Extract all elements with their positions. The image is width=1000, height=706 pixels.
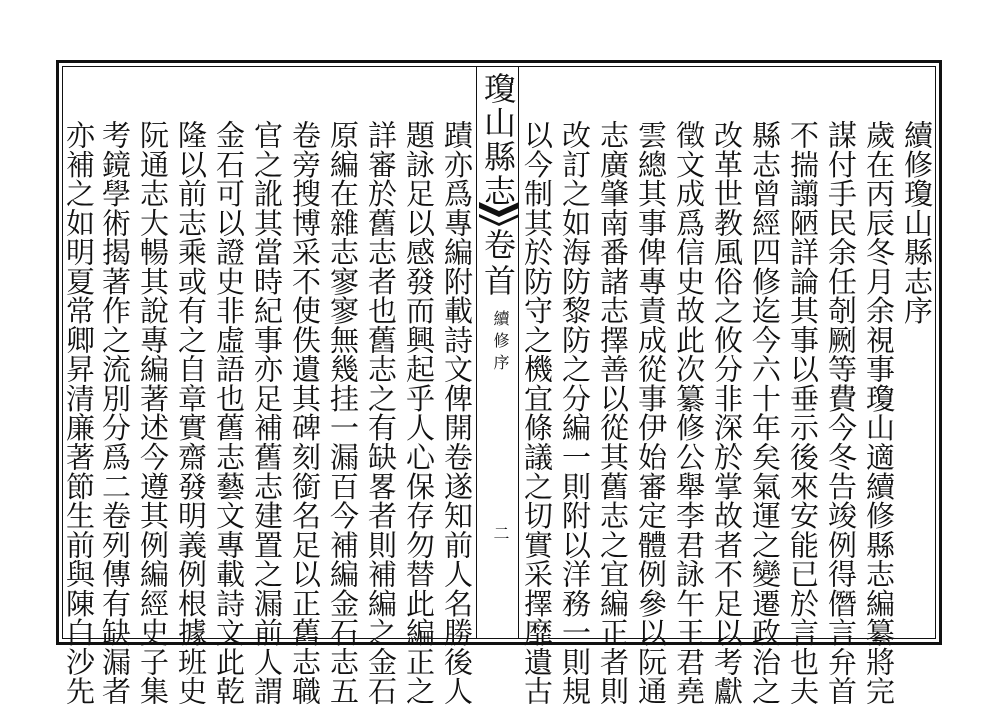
- text-column: 雲總其事俾專責成從事伊始審定體例參以阮通: [634, 120, 668, 706]
- text-column: 亦補之如明夏常卿昇清廉著節生前與陳白沙先: [62, 120, 96, 706]
- text-column: 蹟亦爲專編附載詩文俾開卷遂知前人名勝後人: [440, 120, 474, 706]
- text-column: 徵文成爲信史故此次纂修公舉李君詠午王君堯: [672, 120, 706, 706]
- text-column: 卷旁搜博采不使佚遺其碑刻銜名足以正舊志職: [288, 120, 322, 706]
- text-column: 金石可以證史非虛語也舊志藝文專載詩文此乾: [212, 120, 246, 706]
- text-column: 改革世教風俗之攸分非深於掌故者不足以考獻: [710, 120, 744, 706]
- spine-left-rule: [476, 66, 477, 639]
- text-column: 原編在雜志寥寥無幾挂一漏百今補編金石志五: [326, 120, 360, 706]
- spine-page-number: 二: [491, 525, 510, 541]
- spine-right-rule: [518, 66, 519, 639]
- text-column: 志廣肇南番諸志擇善以從其舊志之宜編正者則: [596, 120, 630, 706]
- text-column: 官之訛其當時紀事亦足補舊志建置之漏前人謂: [250, 120, 284, 706]
- fishtail-mark-icon: [479, 202, 519, 226]
- text-column: 題詠足以感發而興起乎人心保存勿替此編正之: [402, 120, 436, 706]
- text-column: 續修瓊山縣志序: [900, 120, 934, 325]
- spine-title: 瓊山縣志: [479, 72, 517, 208]
- text-column: 阮通志大暢其說專編著述今遵其例編經史子集: [136, 120, 170, 706]
- spine-volume-label: 卷首: [479, 228, 517, 300]
- text-column: 謀付手民余任剞劂等費今冬告竣例得僭言弁首: [824, 120, 858, 706]
- text-column: 以今制其於防守之機宜條議之切實采擇靡遺古: [520, 120, 554, 706]
- spine-section-label: 續修序: [491, 310, 510, 376]
- text-column: 考鏡學術揭著作之流別分爲二卷列傳有缺漏者: [98, 120, 132, 706]
- text-column: 改訂之如海防黎防之分編一則附以洋務一則規: [558, 120, 592, 706]
- text-column: 詳審於舊志者也舊志之有缺畧者則補編之金石: [364, 120, 398, 706]
- text-column: 不揣譾陋詳論其事以垂示後來安能已於言也夫: [786, 120, 820, 706]
- text-column: 隆以前志乘或有之自章實齋發明義例根據班史: [174, 120, 208, 706]
- text-column: 歲在丙辰冬月余視事瓊山適續修縣志編纂將完: [862, 120, 896, 706]
- text-column: 縣志曾經四修迄今六十年矣氣運之變遷政治之: [748, 120, 782, 706]
